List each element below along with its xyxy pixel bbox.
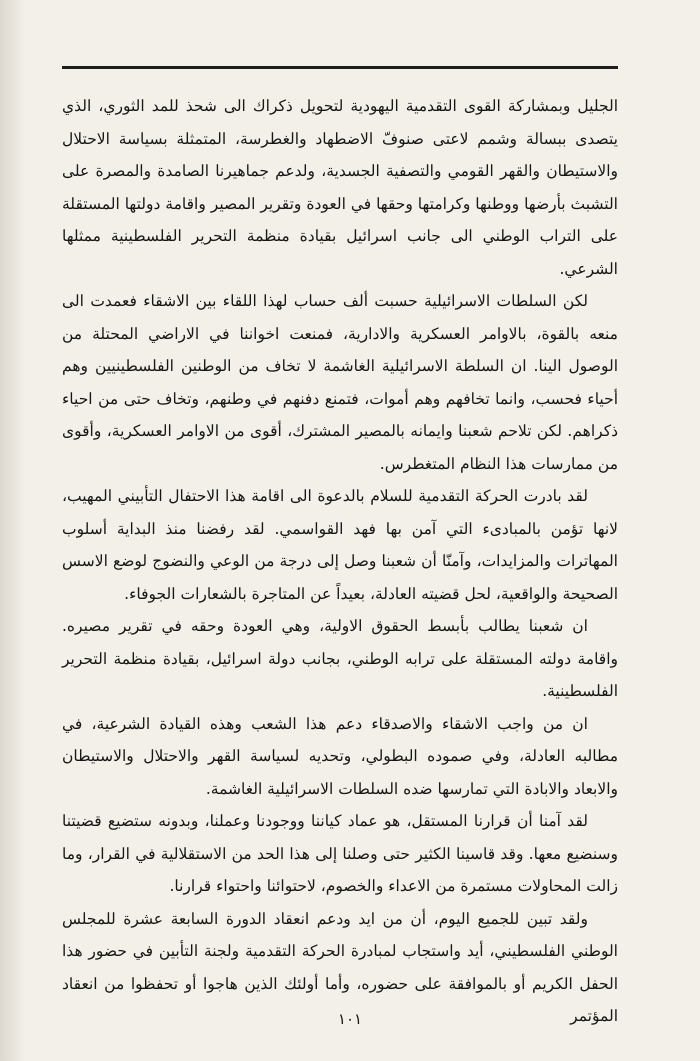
page-binding-shadow bbox=[0, 0, 26, 1061]
paragraph-4: ان شعبنا يطالب بأبسط الحقوق الاولية، وهي العودة وحقه في تقرير مصيره. واقامة دولته المستقلة على ترابه الوطني، بجانب دولة اسرائيل، بقيادة منظمة التحرير الفلسطينية. bbox=[62, 617, 618, 700]
paragraph-6: لقد آمنا أن قرارنا المستقل، هو عماد كياننا ووجودنا وعملنا، وبدونه ستضيع قضيتنا وسنضيع معها. وقد قاسينا الكثير حتى وصلنا إلى هذا الحد من الاستقلالية في القرار، وما زالت المحاولات مستمرة من الاعداء والخصوم، لاحتوائنا واحتواء قرارنا. bbox=[62, 812, 618, 895]
paragraph-1: الجليل وبمشاركة القوى التقدمية اليهودية لتحويل ذكراك الى شحذ للمد الثوري، الذي يتصدى ببسالة وشمم لاعتى صنوفّ الاضطهاد والغطرسة، المتمثلة بسياسة الاحتلال والاستيطان والقهر القومي والتصفية الجسدية، ولدعم جماهيرنا الصامدة والمصرة على التشبث بأرضها ووطنها وكرامتها وحقها في العودة وتقرير المصير واقامة دولتها المستقلة على التراب الوطني الى جانب اسرائيل بقيادة منظمة التحرير الفلسطينية ممثلها الشرعي. bbox=[62, 97, 618, 278]
body-text bbox=[62, 90, 618, 1033]
paragraph-7: ولقد تبين للجميع اليوم، أن من ايد ودعم انعقاد الدورة السابعة عشرة للمجلس الوطني الفلسطيني، أيد واستجاب لمبادرة الحركة التقدمية ولجنة التأبين في حضور هذا الحفل الكريم أو بالموافقة على حضوره، وأما أولئك الذين هاجوا أو تحفظوا من انعقاد المؤتمر bbox=[62, 909, 618, 1025]
page-number: ١٠١ bbox=[337, 1010, 363, 1028]
header-rule bbox=[62, 66, 618, 69]
paragraph-3: لقد بادرت الحركة التقدمية للسلام بالدعوة الى اقامة هذا الاحتفال التأبيني المهيب، لانها تؤمن بالمبادىء التي آمن بها فهد القواسمي. لقد رفضنا منذ البداية أسلوب المهاترات والمزايدات، وآمنّا أن شعبنا وصل إلى درجة من الوعي والنضوج لوضع الاسس الصحيحة والواقعية، لحل قضيته العادلة، بعيداً عن المتاجرة بالشعارات الجوفاء. bbox=[62, 487, 618, 603]
paragraph-5: ان من واجب الاشقاء والاصدقاء دعم هذا الشعب وهذه القيادة الشرعية، في مطالبه العادلة، وفي صموده البطولي، وتحديه لسياسة القهر والاحتلال والاستيطان والابعاد والابادة التي تمارسها ضده السلطات الاسرائيلية الغاشمة. bbox=[62, 714, 618, 798]
paragraph-2: لكن السلطات الاسرائيلية حسبت ألف حساب لهذا اللقاء بين الاشقاء فعمدت الى منعه بالقوة، بالاوامر العسكرية والادارية، فمنعت اخواننا في الاراضي المحتلة من الوصول الينا. ان السلطة الاسرائيلية الغاشمة لا تخاف من الوطنين الفلسطينيين وهم أحياء فحسب، وانما تخافهم وهم أموات، فتمنع دفنهم في وطنهم، وتخاف حتى من احياء ذكراهم. لكن تلاحم شعبنا وايمانه بالمصير المشترك، أقوى من الاوامر العسكرية، وأقوى من ممارسات هذا النظام المتغطرس. bbox=[62, 292, 618, 473]
